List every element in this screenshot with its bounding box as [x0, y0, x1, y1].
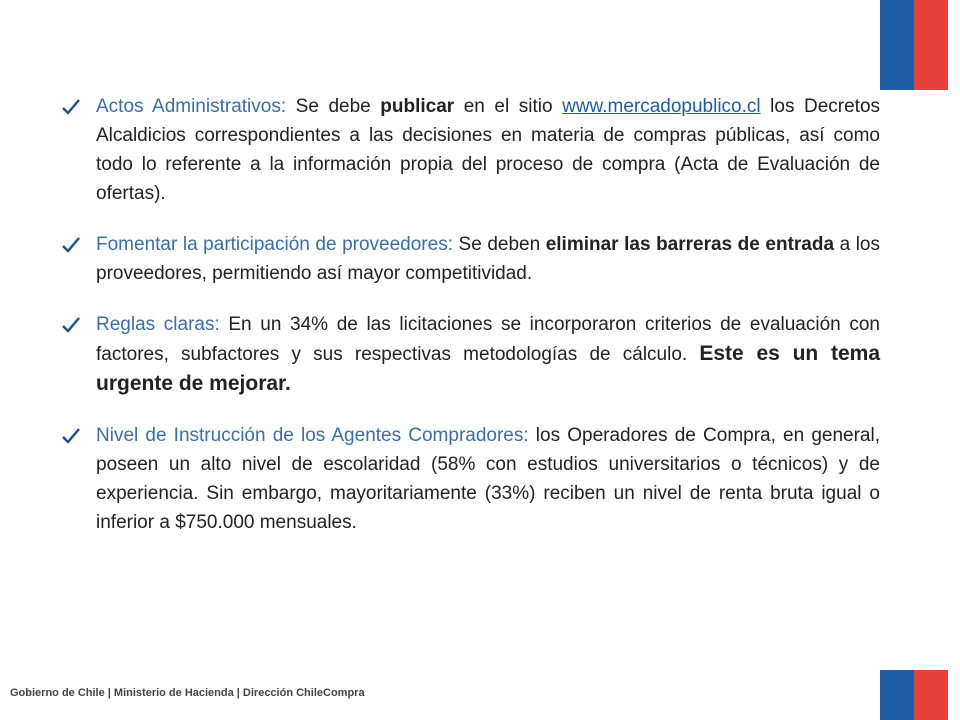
bullet-item-reglas: Reglas claras: En un 34% de las licitaciones se incorporaron criterios de evaluación con factores, subfactores y sus respectivas metodologías de cálculo. Este es un tema urgente de mejorar. — [62, 310, 880, 399]
flag-red-bar — [914, 0, 948, 90]
chile-flag-top — [880, 0, 948, 90]
chile-flag-bottom — [880, 670, 948, 720]
flag-blue-bar — [880, 670, 914, 720]
checkmark-icon — [62, 310, 84, 339]
mercadopublico-link[interactable]: www.mercadopublico.cl — [562, 96, 761, 117]
bullet-item-fomentar: Fomentar la participación de proveedores: Se deben eliminar las barreras de entrada a los proveedores, permitiendo así mayor competitividad. — [62, 230, 880, 288]
checkmark-icon — [62, 421, 84, 450]
checkmark-icon — [62, 230, 84, 259]
flag-red-bar — [914, 670, 948, 720]
footer-text: Gobierno de Chile | Ministerio de Hacienda | Dirección ChileCompra — [10, 687, 365, 699]
checkmark-icon — [62, 92, 84, 121]
bullet-item-nivel: Nivel de Instrucción de los Agentes Compradores: los Operadores de Compra, en general, poseen un alto nivel de escolaridad (58% con estudios universitarios o técnicos) y de experiencia. Sin embargo, mayoritariamente (33%) reciben un nivel de renta bruta igual o inferior a $750.000 mensuales. — [62, 421, 880, 537]
flag-blue-bar — [880, 0, 914, 90]
bullet-lead: Reglas claras: — [96, 314, 220, 335]
bullet-lead: Nivel de Instrucción de los Agentes Compradores: — [96, 425, 529, 446]
bullet-lead: Actos Administrativos: — [96, 96, 287, 117]
bullet-item-actos: Actos Administrativos: Se debe publicar en el sitio www.mercadopublico.cl los Decretos Alcaldicios correspondientes a las decisiones en materia de compras públicas, así como todo lo referente a la información propia del proceso de compra (Acta de Evaluación de ofertas). — [62, 92, 880, 208]
bullet-lead: Fomentar la participación de proveedores: — [96, 234, 453, 255]
bullet-list — [62, 92, 880, 559]
